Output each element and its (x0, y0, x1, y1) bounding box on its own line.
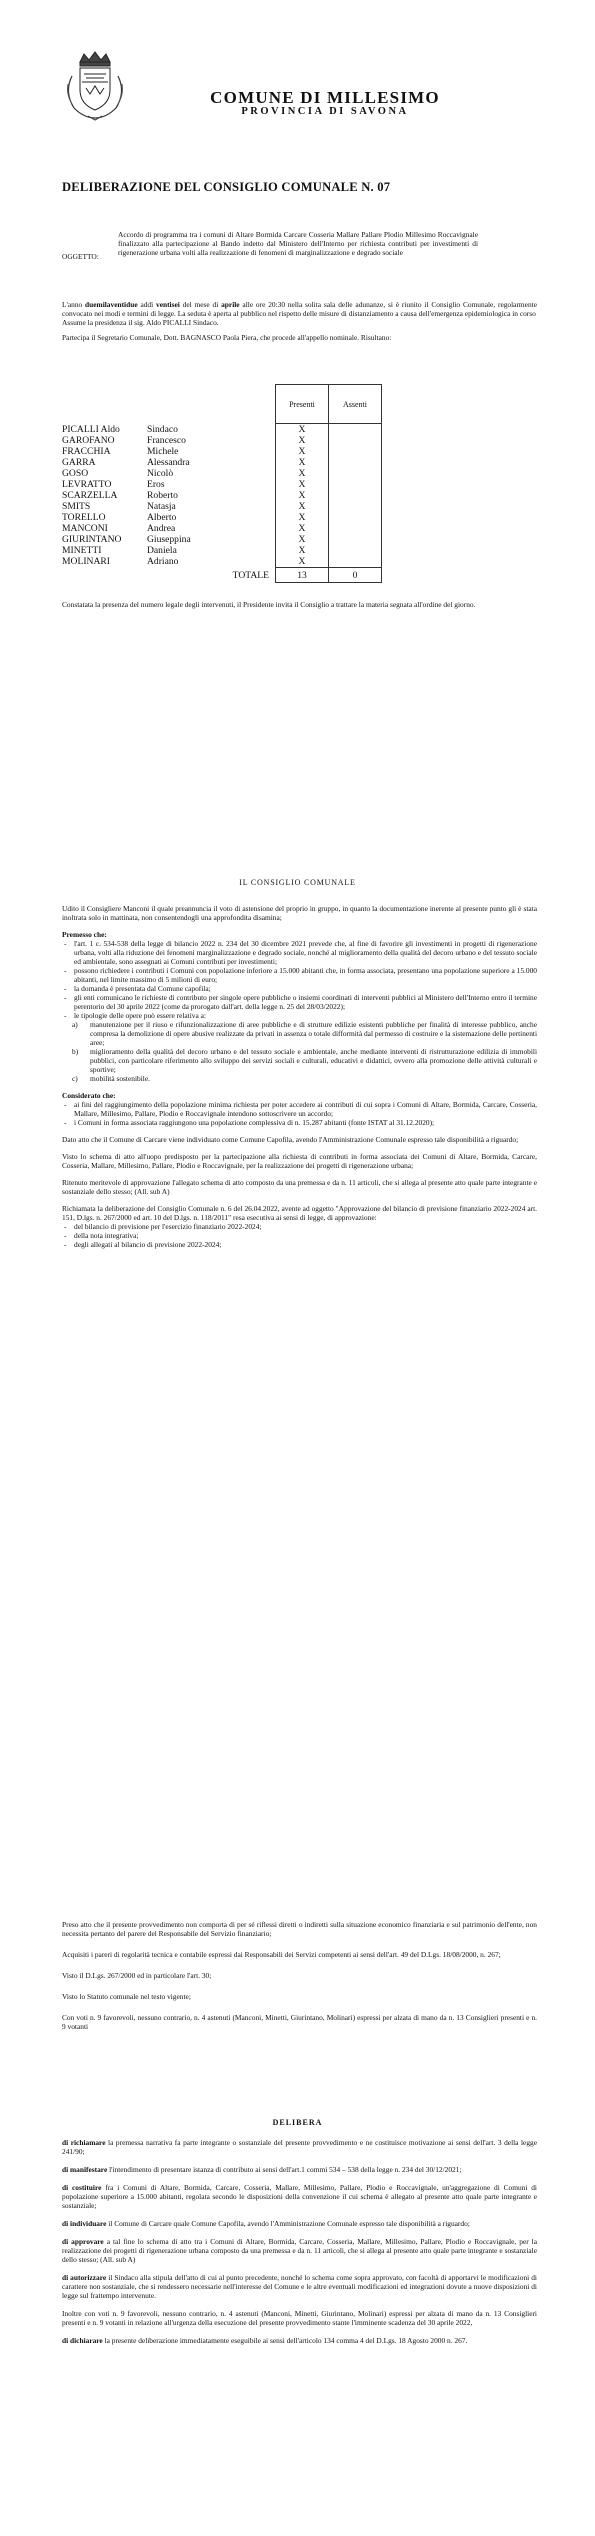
delibera-item (62, 2273, 537, 2300)
attendance-row (62, 424, 382, 436)
presente-mark: X (276, 468, 329, 479)
cognome: SCARZELLA (62, 490, 118, 501)
body-section-1 (62, 904, 537, 1249)
list-item: - del bilancio di previsione per l'esercizio finanziario 2022-2024; (74, 1222, 537, 1231)
list-item (72, 1020, 537, 1047)
attendance-table (62, 384, 382, 583)
presente-mark: X (276, 424, 329, 436)
attendance-row (62, 545, 382, 556)
assente-mark (329, 457, 382, 468)
intro-mid: addì (137, 300, 156, 309)
comune-crest-emblem (60, 48, 130, 122)
richiamata-text: Richiamata la deliberazione del Consiglio Comunale n. 6 del 26.04.2022, avente ad oggetto "Approvazione del bilancio di previsione finanziario 2022-2024 art. 151, D.lgs. n. 267/2000 ed art. 10 del D.lgs. n. 118/2011" resa esecutiva ai sensi di legge, di approvazione: (62, 1204, 537, 1222)
list-item: - i Comuni in forma associata raggiungono una popolazione complessiva di n. 15.287 abitanti (fonte ISTAT al 31.12.2020); (74, 1118, 537, 1127)
assente-mark (329, 556, 382, 568)
visto-statuto-text: Visto lo Statuto comunale nel testo vigente; (62, 1992, 191, 2001)
presente-mark: X (276, 435, 329, 446)
attendance-row (62, 556, 382, 568)
acquisiti-text: Acquisiti i pareri di regolarità tecnica e contabile espressi dai Responsabili dei Servizi competenti ai sensi dell'art. 49 del D.Lgs. 18/08/2000, n. 267; (62, 1950, 501, 1959)
nome: Natasja (147, 501, 176, 512)
presente-mark: X (276, 545, 329, 556)
cognome: GOSO (62, 468, 89, 479)
delibera-item (62, 2138, 537, 2156)
body-section-2 (62, 1920, 537, 2031)
presente-mark: X (276, 523, 329, 534)
nome: Roberto (147, 490, 178, 501)
intro-month: aprile (221, 300, 240, 309)
cognome: GAROFANO (62, 435, 115, 446)
letter-text: manutenzione per il riuso e rifunzionalizzazione di aree pubbliche e di strutture edilizie esistenti pubbliche per finalità di interesse pubblico, anche compresa la demolizione di opere abusive realizzate da privati in assenza o totale difformità dal permesso di costruire e la sistemazione delle pertinenti aree; (90, 1020, 537, 1047)
presidenza-text: Assume la presidenza il sig. Aldo PICALLI Sindaco. (62, 318, 219, 327)
assente-mark (329, 490, 382, 501)
cognome: TORELLO (62, 512, 106, 523)
nome: Francesco (147, 435, 186, 446)
letter-key: b) (72, 1047, 79, 1056)
cognome: MINETTI (62, 545, 102, 556)
attendance-row (62, 435, 382, 446)
list-item (72, 1047, 537, 1074)
segretario-text: Partecipa il Segretario Comunale, Dott. BAGNASCO Paola Piera, che procede all'appello nominale. Risultano: (62, 333, 392, 342)
delibera-verb: di autorizzare (62, 2273, 107, 2282)
presente-mark: X (276, 501, 329, 512)
delibera-text: il Sindaco alla stipula dell'atto di cui al punto precedente, nonché lo schema come sopra approvato, con facoltà di apportarvi le modificazioni di carattere non sostanziale, che si rendessero necessarie nell'interesse del Comune e le altre eventuali modificazioni ed integrazioni dovute a nuove disposizioni di legge sul frattempo intervenute. (62, 2273, 537, 2300)
assente-mark (329, 534, 382, 545)
considerato-heading: Considerato che: (62, 1091, 116, 1100)
udito-text: Udito il Consigliere Manconi il quale preannuncia il voto di astensione del proprio in gruppo, in quanto la documentazione inerente al presente punto gli è stata inoltrata solo in mattinata, non consentendogli una approfondita disamina; (62, 904, 537, 922)
oggetto-text: Accordo di programma tra i comuni di Altare Bormida Carcare Cosseria Mallare Pallare Plodio Millesimo Roccavignale finalizzato alla partecipazione al Bando indetto dal Ministero dell'Interno per richiesta contributi per investimenti di rigenerazione urbana volti alla realizzazione di fenomeni di marginalizzazione e degrado sociale (118, 230, 478, 257)
tipologie-list (62, 1020, 537, 1083)
letter-text: miglioramento della qualità del decoro urbano e del tessuto sociale e ambientale, anche mediante interventi di ristrutturazione edilizia di immobili pubblici, con particolare riferimento allo sviluppo dei servizi sociali e culturali, educativi e didattici, ovvero alla promozione delle attività culturali e sportive; (90, 1047, 537, 1074)
intro-paragraph (62, 300, 537, 318)
nome: Alessandra (147, 457, 190, 468)
assente-mark (329, 501, 382, 512)
richiamata-list (62, 1222, 537, 1249)
delibera-text: fra i Comuni di Altare, Bormida, Carcare, Cosseria, Mallare, Millesimo, Pallare, Plodio e Roccavignale, un'aggregazione di Comuni di popolazione superiore a 15.000 abitanti, regolata secondo le disposizioni della convenzione il cui schema è allegato al presente atto quale parte integrante e sostanziale; (62, 2183, 537, 2210)
attendance-row (62, 501, 382, 512)
delibera-heading: DELIBERA (272, 2118, 323, 2127)
total-label: TOTALE (232, 569, 269, 581)
nome: Daniela (147, 545, 177, 556)
list-item: - possono richiedere i contributi i Comuni con popolazione inferiore a 15.000 abitanti che, in forma associata, presentano una popolazione superiore a 15.000 abitanti, nel limite massimo di 5 milioni di euro; (74, 966, 537, 984)
list-item: - la domanda è presentata dal Comune capofila; (74, 984, 537, 993)
delibera-text: la presente deliberazione immediatamente eseguibile ai sensi dell'articolo 134 comma 4 del D.Lgs. 18 Agosto 2000 n. 267. (102, 2336, 468, 2345)
delibera-text: a tal fine lo schema di atto tra i Comuni di Altare, Bormida, Carcare, Cosseria, Mallare, Millesimo, Pallare, Plodio e Roccavignale, per la realizzazione dei progetti di rigenerazione urbana composto da una premessa e da n. 11 articoli, che si allega al presente atto quale parte integrante e sostanziale dello stesso; (All. sub A) (62, 2237, 537, 2264)
total-presenti: 13 (276, 568, 329, 583)
presenti-header: Presenti (276, 385, 329, 424)
list-item: - della nota integrativa; (74, 1231, 537, 1240)
visto-dlgs-text: Visto il D.Lgs. 267/2000 ed in particolare l'art. 30; (62, 1971, 212, 1980)
list-item: - l'art. 1 c. 534-538 della legge di bilancio 2022 n. 234 del 30 dicembre 2021 prevede che, al fine di favorire gli investimenti in progetti di rigenerazione urbana, volti alla riduzione dei fenomeni marginalizzazione e degrado sociale, nonché al miglioramento della qualità del decoro urbano e del tessuto sociale ed ambientale, sono assegnati ai Comuni contributi per investimenti; (74, 939, 537, 966)
preso-atto-text: Preso atto che il presente provvedimento non comporta di per sé riflessi diretti o indiretti sulla situazione economico finanziaria e sul patrimonio dell'ente, non necessita pertanto del parere del Responsabile del Servizio finanziario; (62, 1920, 537, 1938)
premesso-heading: Premesso che: (62, 930, 107, 939)
delibera-verb: di dichiarare (62, 2336, 103, 2345)
attendance-row (62, 479, 382, 490)
attendance-row (62, 490, 382, 501)
delibera-verb: di costituire (62, 2183, 102, 2192)
list-item (72, 1074, 537, 1083)
presente-mark: X (276, 556, 329, 568)
letter-key: a) (72, 1020, 78, 1029)
list-item: - degli allegati al bilancio di previsione 2022-2024; (74, 1240, 537, 1249)
assente-mark (329, 545, 382, 556)
dato-atto-text: Dato atto che il Comune di Carcare viene individuato come Comune Capofila, avendo l'Amministrazione Comunale espresso tale disponibilità a riguardo; (62, 1135, 519, 1144)
cognome: LEVRATTO (62, 479, 112, 490)
delibera-item (62, 2237, 537, 2264)
nome: Michele (147, 446, 179, 457)
delibera-text: la premessa narrativa fa parte integrante o sostanziale del presente provvedimento e ne costituisce motivazione ai sensi dell'art. 3 della legge 241/90; (62, 2138, 538, 2156)
nome: Nicolò (147, 468, 174, 479)
list-item: - gli enti comunicano le richieste di contributo per singole opere pubbliche o insiemi coordinati di interventi pubblici al Ministero dell'Interno entro il termine perentorio del 30 aprile 2022 (come da prorogato dall'art. della legge n. 25 del 28/03/2022); (74, 993, 537, 1011)
assente-mark (329, 523, 382, 534)
delibera-item (62, 2165, 537, 2174)
presente-mark: X (276, 446, 329, 457)
attendance-row (62, 512, 382, 523)
attendance-total-row (62, 568, 382, 583)
nome: Giuseppina (147, 534, 191, 545)
intro-prefix: L'anno (62, 300, 86, 309)
cognome: FRACCHIA (62, 446, 111, 457)
attendance-row (62, 446, 382, 457)
assente-mark (329, 435, 382, 446)
attendance-row (62, 534, 382, 545)
delibera-item (62, 2336, 537, 2345)
oggetto-label: OGGETTO: (62, 252, 99, 261)
cognome: GIURINTANO (62, 534, 122, 545)
cognome: MANCONI (62, 523, 108, 534)
ritenuto-text: Ritenuto meritevole di approvazione l'allegato schema di atto composto da una premessa e da n. 11 articoli, che si allega al presente atto quale parte integrante e sostanziale dello stesso; (All. sub A) (62, 1178, 537, 1196)
assenti-header: Assenti (329, 385, 382, 424)
cognome: MOLINARI (62, 556, 110, 568)
attendance-header-row (62, 385, 382, 424)
presente-mark: X (276, 457, 329, 468)
assente-mark (329, 512, 382, 523)
delibera-verb: di approvare (62, 2237, 104, 2246)
list-item: - ai fini del raggiungimento della popolazione minima richiesta per poter accedere ai contributi di cui sopra i Comuni di Altare, Bormida, Carcare, Cosseria, Mallare, Millesimo, Pallare, Plodio e Roccavignale intendono sottoscrivere un accordo; (74, 1100, 537, 1118)
voti-text: Con voti n. 9 favorevoli, nessuno contrario, n. 4 astenuti (Manconi, Minetti, Giurintano, Molinari) espressi per alzata di mano da n. 13 Consiglieri presenti e n. 9 votanti (62, 2013, 537, 2031)
consiglio-comunale-heading: IL CONSIGLIO COMUNALE (239, 878, 356, 887)
presente-mark: X (276, 512, 329, 523)
letter-key: c) (72, 1074, 78, 1083)
intro-day: ventisei (156, 300, 180, 309)
delibera-text: l'intendimento di presentare istanza di contributo ai sensi dell'art.1 commi 534 – 538 della legge n. 234 del 30/12/2021; (107, 2165, 462, 2174)
presente-mark: X (276, 479, 329, 490)
attendance-row (62, 468, 382, 479)
nome: Adriano (147, 556, 179, 568)
delibera-item (62, 2183, 537, 2210)
voti-immediata-text: Inoltre con voti n. 9 favorevoli, nessuno contrario, n. 4 astenuti (Manconi, Minetti, Giurintano, Molinari) espressi per alzata di mano da n. 13 Consiglieri presenti e n. 9 votanti in relazione all'urgenza della esecuzione del presente provvedimento stante l'imminente scadenza del 30 aprile 2022, (62, 2309, 537, 2327)
intro-mid2: del mese di (179, 300, 222, 309)
letter-text: mobilità sostenibile. (90, 1074, 150, 1083)
nome: Sindaco (147, 423, 178, 435)
intro-section (62, 300, 537, 342)
cognome: SMITS (62, 501, 91, 512)
comune-name: COMUNE DI MILLESIMO (210, 88, 440, 107)
cognome: PICALLI Aldo (62, 423, 120, 435)
nome: Alberto (147, 512, 177, 523)
presente-mark: X (276, 490, 329, 501)
premesso-list (62, 939, 537, 1020)
nome: Eros (147, 479, 165, 490)
assente-mark (329, 446, 382, 457)
attendance-row (62, 523, 382, 534)
total-assenti: 0 (329, 568, 382, 583)
attendance-row (62, 457, 382, 468)
nome: Andrea (147, 523, 176, 534)
intro-rest: alle ore 20:30 nella solita sala delle adunanze, si è riunito il Consiglio Comunale, regolarmente convocato nei modi e termini di legge. La seduta è aperta al pubblico nel rispetto delle misure di distanziamento a causa dell'emergenza epidemiologica in corso (62, 300, 537, 318)
delibera-section (62, 2138, 537, 2345)
constatata-text: Constatata la presenza del numero legale degli intervenuti, il Presidente invita il Consiglio a trattare la materia segnata all'ordine del giorno. (62, 600, 476, 609)
constatata-section (62, 600, 537, 609)
assente-mark (329, 468, 382, 479)
delibera-verb: di individuare (62, 2219, 107, 2228)
delibera-verb: di manifestare (62, 2165, 108, 2174)
presente-mark: X (276, 534, 329, 545)
delibera-text: il Comune di Carcare quale Comune Capofila, avendo l'Amministrazione Comunale espresso tale disponibilità a riguardo; (106, 2219, 470, 2228)
list-item: - le tipologie delle opere può essere relativa a: (74, 1011, 537, 1020)
considerato-list (62, 1100, 537, 1127)
intro-year: duemilaventidue (85, 300, 138, 309)
delibera-item (62, 2219, 537, 2228)
provincia-name: PROVINCIA DI SAVONA (241, 106, 409, 117)
cognome: GARRA (62, 457, 96, 468)
delibera-verb: di richiamare (62, 2138, 106, 2147)
assente-mark (329, 479, 382, 490)
visto-schema-text: Visto lo schema di atto all'uopo predisposto per la partecipazione alla richiesta di contributi in forma associata dei Comuni di Altare, Bormida, Carcare, Cosseria, Mallare, Millesimo, Pallare, Plodio e Roccavignale, per la realizzazione dei progetti di rigenerazione urbana; (62, 1152, 537, 1170)
assente-mark (329, 424, 382, 436)
deliberation-title: DELIBERAZIONE DEL CONSIGLIO COMUNALE N. 07 (62, 180, 391, 194)
